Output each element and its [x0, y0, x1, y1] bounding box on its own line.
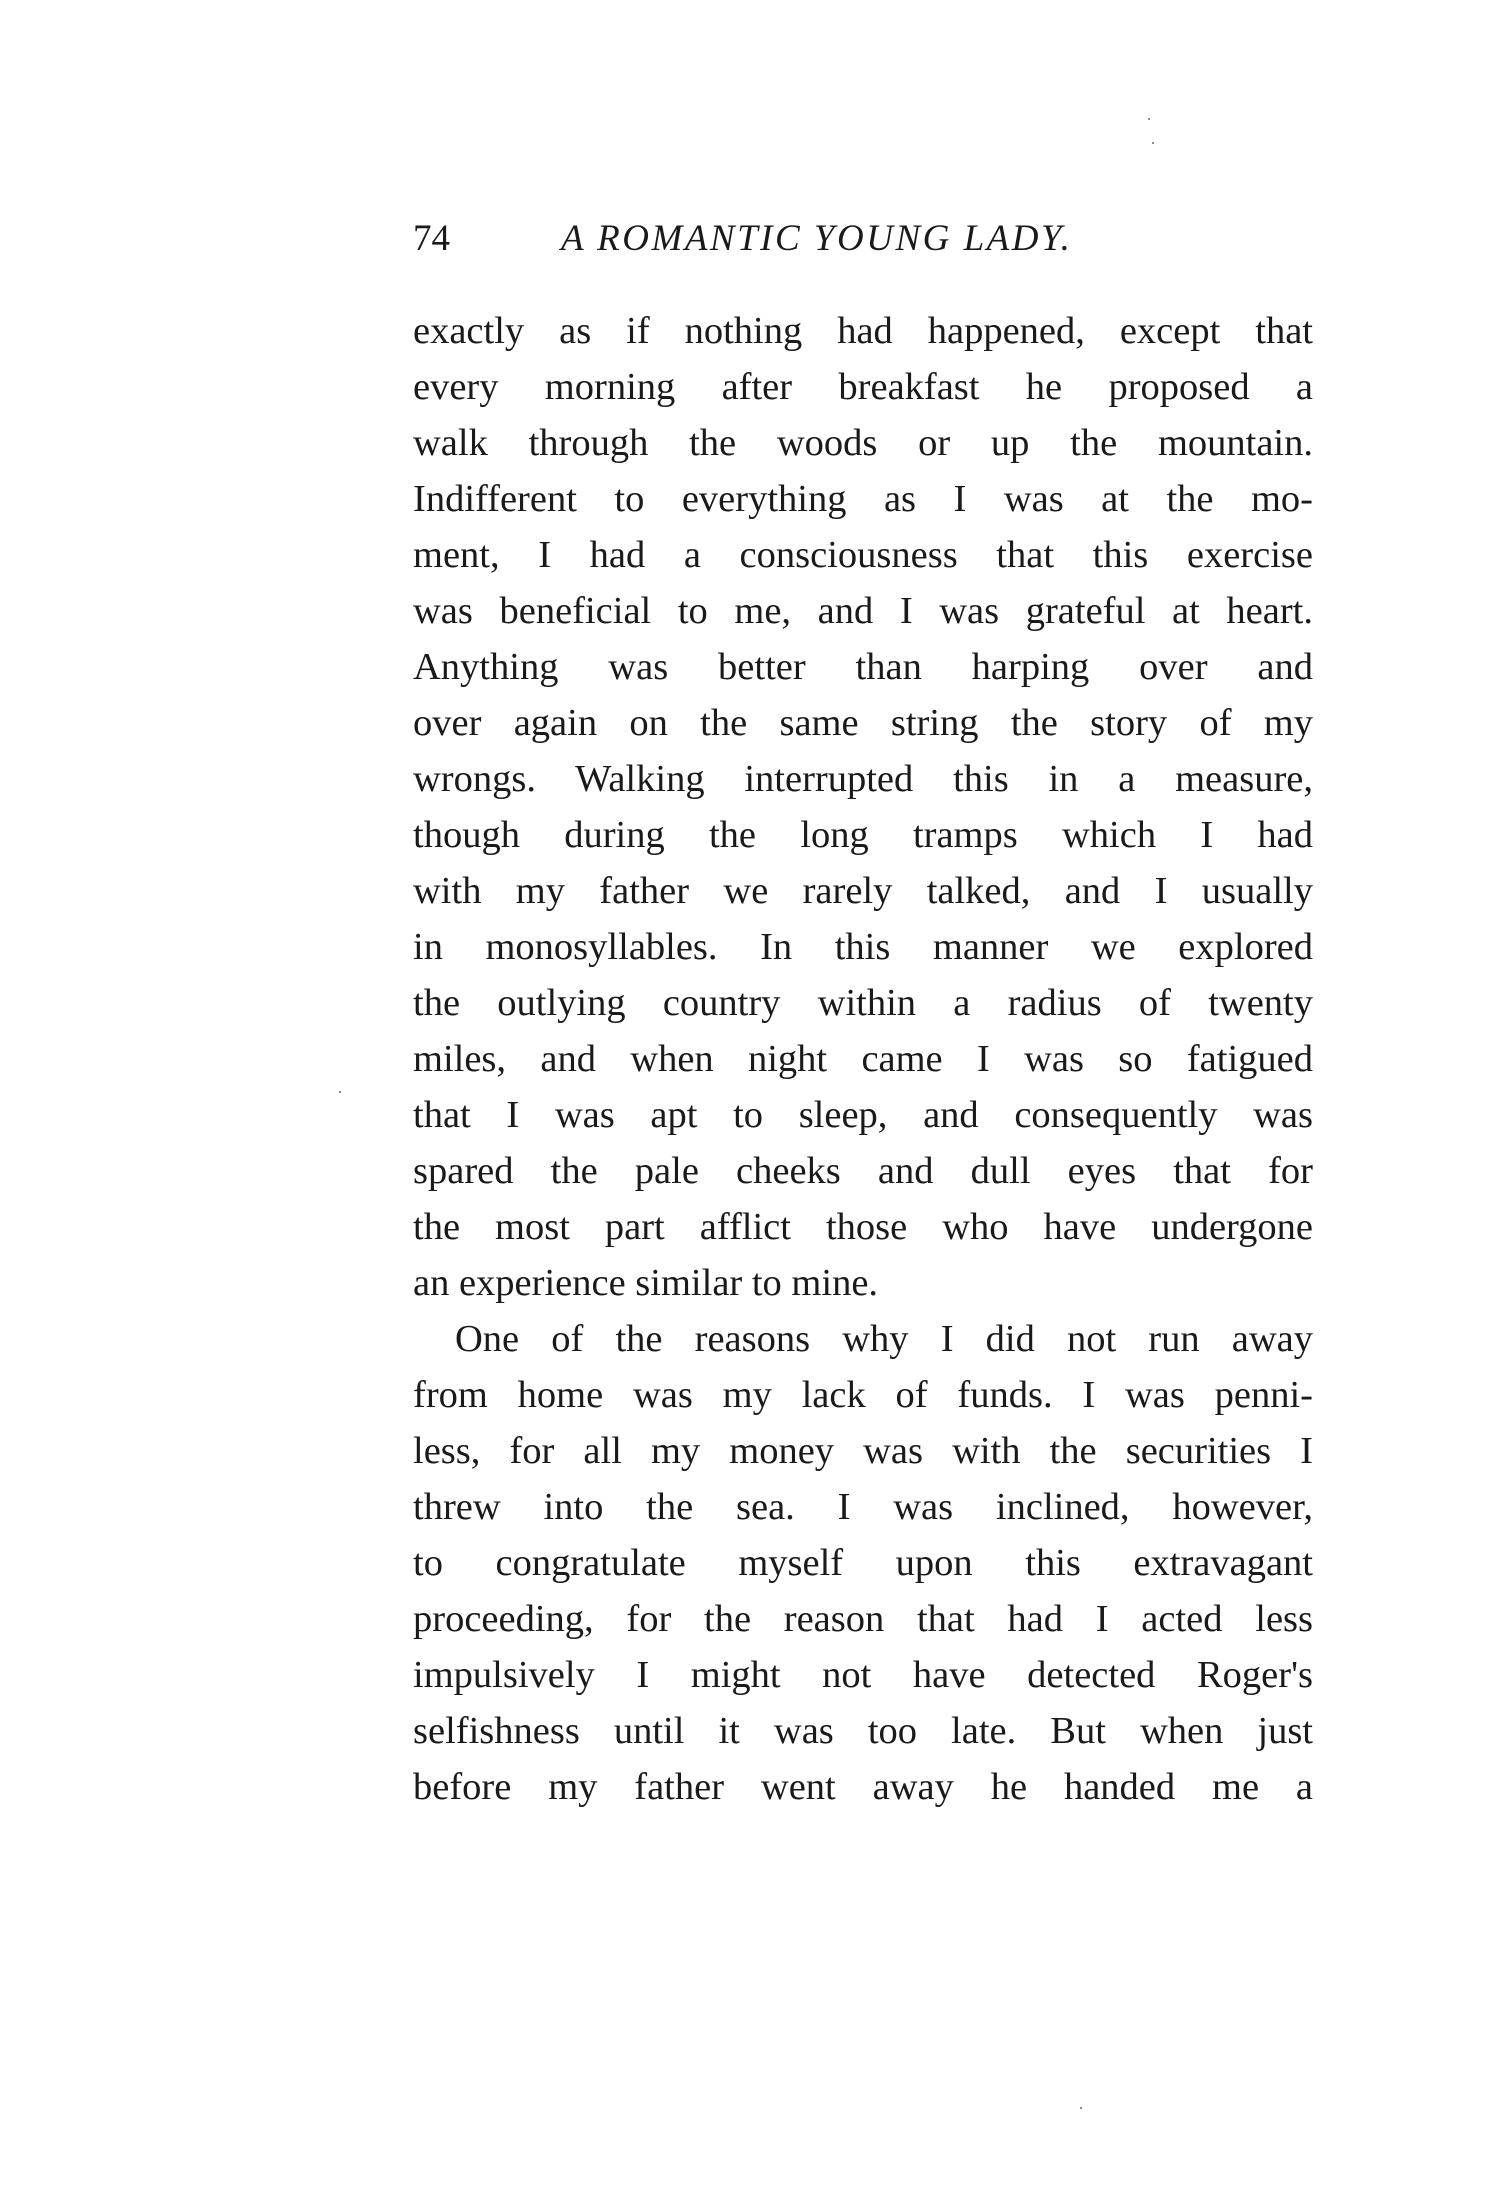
- text-line: before my father went away he handed me a: [413, 1766, 1313, 1808]
- text-line: walk through the woods or up the mountain.: [413, 422, 1313, 464]
- text-line: the outlying country within a radius of twenty: [413, 982, 1313, 1024]
- text-line: Indifferent to everything as I was at the mo-: [413, 478, 1313, 520]
- text-line: exactly as if nothing had happened, except that: [413, 310, 1313, 352]
- text-line: that I was apt to sleep, and consequently was: [413, 1094, 1313, 1136]
- text-line: selfishness until it was too late. But when just: [413, 1710, 1313, 1752]
- text-line: over again on the same string the story of my: [413, 702, 1313, 744]
- text-line: in monosyllables. In this manner we explored: [413, 926, 1313, 968]
- text-line: less, for all my money was with the securities I: [413, 1430, 1313, 1472]
- text-line: every morning after breakfast he proposed a: [413, 366, 1313, 408]
- scan-speck: [1152, 142, 1154, 144]
- text-line: ment, I had a consciousness that this exercise: [413, 534, 1313, 576]
- running-header: [413, 213, 1313, 265]
- text-line: to congratulate myself upon this extravagant: [413, 1542, 1313, 1584]
- text-line: wrongs. Walking interrupted this in a measure,: [413, 758, 1313, 800]
- running-title: A ROMANTIC YOUNG LADY.: [561, 218, 1073, 259]
- text-line: impulsively I might not have detected Roger's: [413, 1654, 1313, 1696]
- paragraph: [413, 303, 1313, 1311]
- text-line: Anything was better than harping over and: [413, 646, 1313, 688]
- text-line: though during the long tramps which I had: [413, 814, 1313, 856]
- scan-speck: [339, 1091, 341, 1093]
- text-line: an experience similar to mine.: [413, 1262, 879, 1304]
- text-line: miles, and when night came I was so fatigued: [413, 1038, 1313, 1080]
- text-line: from home was my lack of funds. I was penni-: [413, 1374, 1313, 1416]
- text-line: One of the reasons why I did not run away: [455, 1318, 1313, 1360]
- text-line: proceeding, for the reason that had I acted less: [413, 1598, 1313, 1640]
- text-line: with my father we rarely talked, and I usually: [413, 870, 1313, 912]
- text-line: the most part afflict those who have undergone: [413, 1206, 1313, 1248]
- paragraph: [413, 1311, 1313, 1815]
- page-number: 74: [413, 218, 450, 259]
- text-line: spared the pale cheeks and dull eyes that for: [413, 1150, 1313, 1192]
- text-line: threw into the sea. I was inclined, however,: [413, 1486, 1313, 1528]
- scan-speck: [1080, 2107, 1082, 2109]
- body-text: [413, 303, 1313, 1815]
- text-line: was beneficial to me, and I was grateful at heart.: [413, 590, 1313, 632]
- scan-speck: [1148, 118, 1150, 120]
